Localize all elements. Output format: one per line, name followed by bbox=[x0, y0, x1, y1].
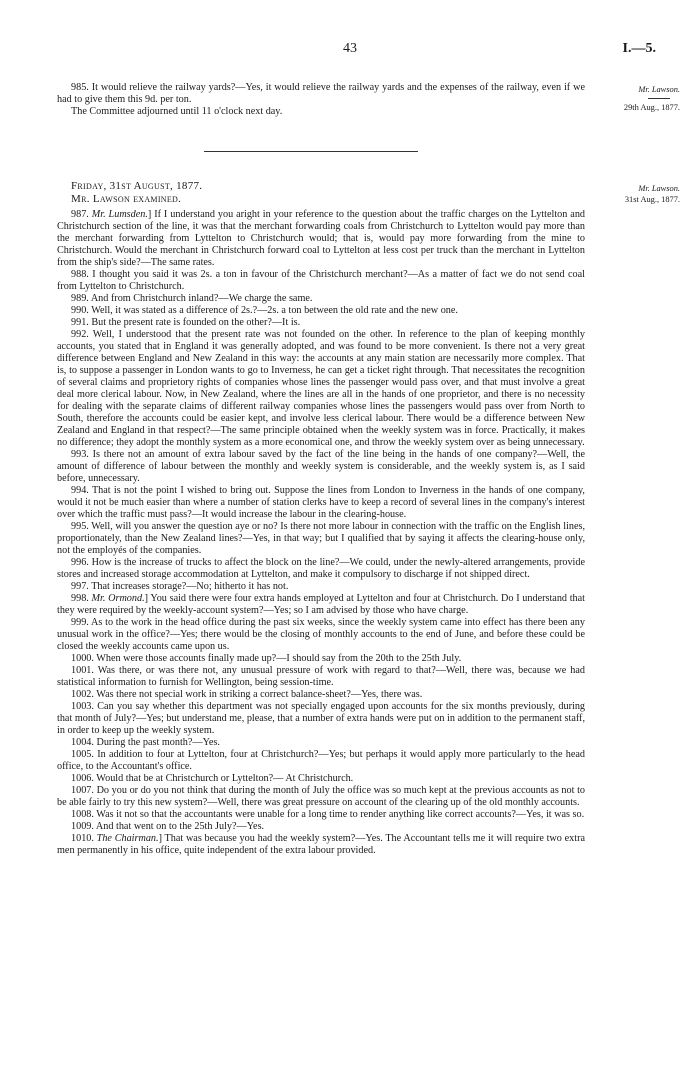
qa-paragraph bbox=[57, 329, 585, 449]
question-number: 1008. bbox=[71, 809, 97, 820]
qa-text: Well, will you answer the question aye or no? Is there not more labour in connection with the traffic on the English lines, proportionately, than the New Zealand lines?—Yes, in that way; but I qualified that by saying it affects the clearing-house only, not the employés of the companies. bbox=[57, 521, 585, 556]
qa-paragraph bbox=[57, 737, 585, 749]
qa-paragraph bbox=[57, 665, 585, 689]
margin-witness-name: Mr. Lawson. bbox=[638, 184, 680, 193]
qa-paragraph bbox=[57, 749, 585, 773]
question-number: 992. bbox=[71, 329, 93, 340]
qa-text: Is there not an amount of extra labour saved by the fact of the line being in the hands of one company?—Well, the amount of difference of labour between the monthly and weekly system is considerable, and the weekly system is, as I said before, unnecessary. bbox=[57, 449, 586, 484]
question-number: 995. bbox=[71, 521, 92, 532]
qa-text: Was it not so that the accountants were unable for a long time to render anything like correct accounts?—Yes, it was so. bbox=[96, 809, 585, 820]
witness-heading bbox=[57, 193, 585, 206]
question-number: 1009. bbox=[71, 821, 96, 832]
question-number: 997. bbox=[71, 581, 92, 592]
qa-paragraph bbox=[57, 653, 585, 665]
qa-text: Would that be at Christchurch or Lyttelton?— At Christchurch. bbox=[96, 773, 354, 784]
top-block bbox=[57, 82, 585, 118]
qa-text: That increases storage?—No; hitherto it has not. bbox=[91, 581, 289, 592]
questioner-name: The Chairman. bbox=[96, 833, 159, 844]
qa-paragraph bbox=[57, 593, 585, 617]
examination-text bbox=[57, 180, 585, 857]
qa-paragraph bbox=[57, 821, 585, 833]
qa-paragraph bbox=[57, 269, 585, 293]
margin-note-session bbox=[590, 183, 680, 205]
question-number: 987. bbox=[71, 209, 92, 220]
qa-text: When were those accounts finally made up?—I should say from the 20th to the 25th July. bbox=[96, 653, 462, 664]
question-number: 993. bbox=[71, 449, 93, 460]
question-list bbox=[57, 209, 585, 857]
question-number: 1002. bbox=[71, 689, 97, 700]
qa-text: ] You said there were four extra hands employed at Lyttelton and four at Christchurch. Do I understand that they were required by the weekly-account system?—Yes; so I am advised by those who have charge. bbox=[57, 593, 586, 616]
question-number: 988. bbox=[71, 269, 93, 280]
qa-paragraph bbox=[57, 557, 585, 581]
qa-paragraph bbox=[57, 701, 585, 737]
qa-text: During the past month?—Yes. bbox=[96, 737, 220, 748]
questioner-name: Mr. Ormond. bbox=[91, 593, 145, 604]
question-number: 1010. bbox=[71, 833, 97, 844]
qa-text: And that went on to the 25th July?—Yes. bbox=[95, 821, 265, 832]
qa-paragraph bbox=[57, 773, 585, 785]
section-divider bbox=[204, 151, 418, 152]
qa-paragraph bbox=[57, 485, 585, 521]
question-number: 1006. bbox=[71, 773, 97, 784]
questioner-name: Mr. Lumsden. bbox=[91, 209, 148, 220]
qa-text: In addition to four at Lyttelton, four at Christchurch?—Yes; but perhaps it would apply more particularly to the head office, to the Accountant's office. bbox=[57, 749, 586, 772]
qa-paragraph bbox=[57, 317, 585, 329]
qa-paragraph bbox=[57, 305, 585, 317]
qa-paragraph bbox=[57, 209, 585, 269]
qa-paragraph bbox=[57, 833, 585, 857]
margin-note-top bbox=[590, 84, 680, 113]
qa-text: ] If I understand you aright in your reference to the question about the traffic charges on the Lyttelton and Christchurch section of the line, it was that the merchant forwarding coals from Christchurch to Lyttelton would pay more than the merchant forwarding from Lyttelton to Christchurch would; that is, would pay more forwarding from the mine to Christchurch. Would the merchant in Christchurch forward coal to Lyttelton at less cost per truck than the merchant in Lyttelton from the ship's side?—The same rates. bbox=[57, 209, 586, 268]
qa-paragraph bbox=[57, 521, 585, 557]
question-number: 991. bbox=[71, 317, 92, 328]
qa-text: Well, I understood that the present rate was not founded on the other. In reference to the plan of keeping monthly accounts, you stated that in England it was generally adopted, and was found to be more convenient. Is there not a very great difference between England and New Zealand in this way: the accounts at any main station are necessarily more complex. That is, to suppose a passenger in London wants to go to Inverness, he can get a ticket right through. That necessitates the recognition of several claims and proprietory rights of companies whose lines the passenger would pass over, and that must involve a great deal more clerical labour. Now, in New Zealand, where the lines are all in the hands of one proprietor, and there is no necessity for dealing with the separate claims of different railway companies whose lines the passengers would pass over from North to South, therefore the accounts could be easier kept, and involve less clerical labour. There would be a difference between New Zealand and England in that respect?—The same principle obtained when the weekly system was in force. Practically, it makes no difference; they adopt the monthly system as a more economical one, and throw the weekly system over as being unnecessary. bbox=[57, 329, 585, 448]
question-number: 1000. bbox=[71, 653, 97, 664]
question-number: 996. bbox=[71, 557, 92, 568]
adjournment-note: The Committee adjourned until 11 o'clock next day. bbox=[71, 106, 283, 117]
qa-text: That is not the point I wished to bring out. Suppose the lines from London to Inverness in the hands of one company, would it not be much easier than where a number of station clerks have to keep a record of several lines in the company's interest over which the traffic must pass?—It would increase the labour in the clearing-house. bbox=[57, 485, 585, 520]
qa-paragraph bbox=[57, 785, 585, 809]
question-number: 999. bbox=[71, 617, 92, 628]
series-identifier: I.—5. bbox=[622, 41, 656, 56]
page-number: 43 bbox=[343, 41, 357, 56]
question-number: 1007. bbox=[71, 785, 97, 796]
qa-text: But the present rate is founded on the other?—It is. bbox=[91, 317, 301, 328]
question-number: 998. bbox=[71, 593, 92, 604]
margin-date: 29th Aug., 1877. bbox=[623, 103, 680, 112]
qa-text: Well, it was stated as a difference of 2s.?—2s. a ton between the old rate and the new one. bbox=[91, 305, 458, 316]
qa-text: Do you or do you not think that during the month of July the office was so much kept at the previous accounts as not to be able fairly to try this new system?—Well, there was great pressure on account of the clearing up of the old monthly accounts. bbox=[57, 785, 586, 808]
qa-text: Can you say whether this department was not specially engaged upon accounts for the six months previously, during that month of July?—Yes; but understand me, please, that a number of extra hands were put on in addition to the permanent staff, in order to keep up the weekly system. bbox=[57, 701, 586, 736]
qa-paragraph bbox=[57, 581, 585, 593]
question-number: 1001. bbox=[71, 665, 98, 676]
qa-text: I thought you said it was 2s. a ton in favour of the Christchurch merchant?—As a matter of fact we do not send coal from Lyttelton to Christchurch. bbox=[57, 269, 586, 292]
paragraph-985: 985. It would relieve the railway yards?—Yes, it would relieve the railway yards and the expenses of the railway, even if we had to give them this 9d. per ton. bbox=[57, 82, 585, 105]
qa-text: And from Christchurch inland?—We charge the same. bbox=[90, 293, 313, 304]
question-number: 1003. bbox=[71, 701, 98, 712]
qa-text: As to the work in the head office during the past six weeks, since the weekly system came into effect has there been any unusual work in the office?—Yes; there would be the closing of monthly accounts to the end of June, and before these could be closed the weekly accounts came upon us. bbox=[57, 617, 585, 652]
margin-witness-name: Mr. Lawson. bbox=[638, 85, 680, 94]
qa-text: How is the increase of trucks to affect the block on the line?—We could, under the newly-altered arrangements, provide stores and increased storage accommodation at Lyttelton, and make it compulsory to discharge if not shipped direct. bbox=[57, 557, 585, 580]
date-heading: Friday, 31st August, 1877. bbox=[71, 180, 203, 192]
margin-date: 31st Aug., 1877. bbox=[624, 195, 680, 204]
margin-divider bbox=[648, 98, 670, 99]
question-number: 1005. bbox=[71, 749, 98, 760]
qa-paragraph bbox=[57, 617, 585, 653]
question-number: 990. bbox=[71, 305, 92, 316]
qa-text: Was there, or was there not, any unusual pressure of work with regard to that?—Well, there was, because we had statistical information to furnish for Wellington, being session-time. bbox=[57, 665, 585, 688]
qa-paragraph bbox=[57, 689, 585, 701]
question-number: 989. bbox=[71, 293, 91, 304]
qa-text: ] That was because you had the weekly system?—Yes. The Accountant tells me it will require two extra men permanently in his office, quite independent of the extra labour provided. bbox=[57, 833, 585, 856]
qa-paragraph bbox=[57, 809, 585, 821]
question-number: 994. bbox=[71, 485, 92, 496]
witness-heading-text: Mr. Lawson examined. bbox=[71, 193, 182, 205]
qa-text: Was there not special work in striking a correct balance-sheet?—Yes, there was. bbox=[96, 689, 423, 700]
question-number: 1004. bbox=[71, 737, 97, 748]
qa-paragraph bbox=[57, 293, 585, 305]
qa-paragraph bbox=[57, 449, 585, 485]
